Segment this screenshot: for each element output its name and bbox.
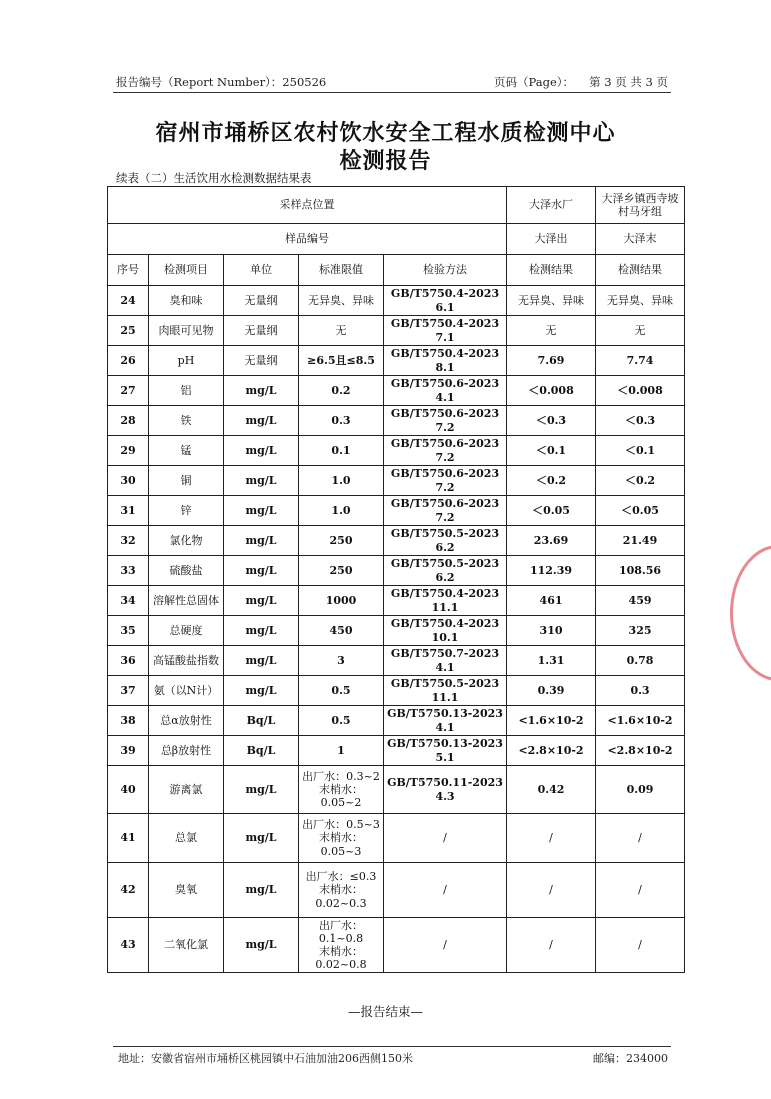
row-item: 二氧化氯 (149, 918, 224, 973)
row-unit: mg/L (224, 556, 299, 586)
table-row (108, 496, 685, 526)
limit-line: 末梢水： (319, 883, 363, 897)
row-no: 39 (108, 736, 149, 766)
row-no: 29 (108, 436, 149, 466)
row-item: 高锰酸盐指数 (149, 646, 224, 676)
row-method: GB/T5750.5-2023 6.2 (384, 556, 507, 586)
table-row (108, 863, 685, 918)
col-unit: 单位 (224, 255, 299, 286)
table-row (108, 286, 685, 316)
row-no: 25 (108, 316, 149, 346)
row-item: 肉眼可见物 (149, 316, 224, 346)
col-limit: 标准限值 (299, 255, 384, 286)
footer-divider (113, 1046, 671, 1047)
official-seal (730, 545, 771, 681)
col-result2: 检测结果 (596, 255, 685, 286)
row-result2: 325 (596, 616, 685, 646)
limit-line: 末梢水：0.05~3 (319, 831, 363, 858)
row-method: / (384, 814, 507, 863)
table-row (108, 616, 685, 646)
row-unit: mg/L (224, 766, 299, 814)
table-row (108, 736, 685, 766)
row-result1: 0.42 (507, 766, 596, 814)
row-no: 31 (108, 496, 149, 526)
table-row (108, 814, 685, 863)
address: 地址：安徽省宿州市埇桥区桃园镇中石油加油206西侧150米 (118, 1052, 413, 1065)
row-unit: mg/L (224, 376, 299, 406)
sample-no-label: 样品编号 (108, 224, 507, 255)
row-no: 40 (108, 766, 149, 814)
report-title: 检测报告 (339, 148, 432, 174)
row-limit: 0.5 (299, 676, 384, 706)
row-unit: mg/L (224, 676, 299, 706)
limit-line: 出厂水：0.1~0.8 (318, 918, 364, 945)
row-unit: mg/L (224, 586, 299, 616)
col-no: 序号 (108, 255, 149, 286)
row-result2: ＜0.008 (596, 376, 685, 406)
row-unit: mg/L (224, 918, 299, 973)
limit-line: 出厂水：0.3~2 (302, 769, 380, 783)
report-end: —报告结束— (347, 1004, 423, 1019)
table-row (108, 586, 685, 616)
row-no: 32 (108, 526, 149, 556)
row-no: 41 (108, 814, 149, 863)
row-limit (299, 766, 384, 814)
row-limit: 250 (299, 556, 384, 586)
sample2: 大泽末 (596, 224, 685, 255)
page-header (116, 74, 668, 92)
row-result2: 21.49 (596, 526, 685, 556)
table-row (108, 346, 685, 376)
row-method: GB/T5750.6-2023 4.1 (384, 376, 507, 406)
row-no: 36 (108, 646, 149, 676)
row-result1: 1.31 (507, 646, 596, 676)
row-item: 臭和味 (149, 286, 224, 316)
row-unit: mg/L (224, 496, 299, 526)
row-item: 锌 (149, 496, 224, 526)
row-result1: ＜0.05 (507, 496, 596, 526)
page-footer (118, 1050, 668, 1066)
row-item: 总硬度 (149, 616, 224, 646)
table-row (108, 526, 685, 556)
row-unit: 无量纲 (224, 346, 299, 376)
row-result1: ＜0.3 (507, 406, 596, 436)
row-item: 铜 (149, 466, 224, 496)
row-item: 溶解性总固体 (149, 586, 224, 616)
row-result1: 461 (507, 586, 596, 616)
row-method: GB/T5750.4-2023 10.1 (384, 616, 507, 646)
row-result1: <1.6×10-2 (507, 706, 596, 736)
row-limit (299, 814, 384, 863)
row-item: 总氯 (149, 814, 224, 863)
row-limit (299, 863, 384, 918)
row-result2: 0.3 (596, 676, 685, 706)
col-method: 检验方法 (384, 255, 507, 286)
table-row (108, 376, 685, 406)
table-row (108, 918, 685, 973)
row-limit: 0.5 (299, 706, 384, 736)
header-row-sample-no (108, 224, 685, 255)
row-result2: 0.09 (596, 766, 685, 814)
row-no: 30 (108, 466, 149, 496)
table-row (108, 466, 685, 496)
row-limit: 1.0 (299, 466, 384, 496)
row-no: 33 (108, 556, 149, 586)
row-result2: / (596, 814, 685, 863)
limit-line: 出厂水：≤0.3 (305, 870, 377, 884)
row-result2: <1.6×10-2 (596, 706, 685, 736)
row-item: 铝 (149, 376, 224, 406)
row-result1: ＜0.008 (507, 376, 596, 406)
row-unit: 无量纲 (224, 316, 299, 346)
row-method: GB/T5750.6-2023 7.2 (384, 406, 507, 436)
row-limit: 无异臭、异味 (299, 286, 384, 316)
row-limit: 3 (299, 646, 384, 676)
row-item: pH (149, 346, 224, 376)
row-result2: 459 (596, 586, 685, 616)
table-row (108, 316, 685, 346)
row-method: GB/T5750.6-2023 7.2 (384, 436, 507, 466)
header-row-columns (108, 255, 685, 286)
limit-line: 出厂水：0.5~3 (302, 818, 380, 832)
row-no: 42 (108, 863, 149, 918)
row-no: 34 (108, 586, 149, 616)
row-limit: 1000 (299, 586, 384, 616)
table-row (108, 646, 685, 676)
row-limit: 0.2 (299, 376, 384, 406)
row-result2: 无异臭、异味 (596, 286, 685, 316)
site2: 大泽乡镇西寺坡村马牙组 (596, 187, 685, 224)
sampling-label: 采样点位置 (108, 187, 507, 224)
row-unit: mg/L (224, 863, 299, 918)
limit-line: 末梢水： (319, 945, 363, 958)
table-row (108, 766, 685, 814)
row-unit: mg/L (224, 814, 299, 863)
report-number: 报告编号（Report Number）：250526 (116, 75, 327, 89)
row-result1: <2.8×10-2 (507, 736, 596, 766)
row-item: 游离氯 (149, 766, 224, 814)
row-method: GB/T5750.6-2023 7.2 (384, 466, 507, 496)
row-result1: 0.39 (507, 676, 596, 706)
row-no: 35 (108, 616, 149, 646)
institution-title: 宿州市埇桥区农村饮水安全工程水质检测中心 (155, 120, 616, 146)
row-method: GB/T5750.5-2023 11.1 (384, 676, 507, 706)
row-unit: mg/L (224, 646, 299, 676)
limit-line: 0.02~0.8 (315, 958, 367, 972)
row-method: GB/T5750.4-2023 7.1 (384, 316, 507, 346)
row-method: GB/T5750.7-2023 4.1 (384, 646, 507, 676)
row-no: 38 (108, 706, 149, 736)
row-item: 总β放射性 (149, 736, 224, 766)
row-limit (299, 918, 384, 973)
row-method: GB/T5750.6-2023 7.2 (384, 496, 507, 526)
row-item: 氯化物 (149, 526, 224, 556)
row-limit: 0.1 (299, 436, 384, 466)
row-no: 27 (108, 376, 149, 406)
row-limit: 无 (299, 316, 384, 346)
row-unit: Bq/L (224, 706, 299, 736)
row-unit: mg/L (224, 526, 299, 556)
row-no: 26 (108, 346, 149, 376)
row-item: 臭氧 (149, 863, 224, 918)
row-unit: mg/L (224, 406, 299, 436)
results-table (107, 186, 685, 973)
row-result1: 310 (507, 616, 596, 646)
row-limit: 1.0 (299, 496, 384, 526)
row-limit: 0.3 (299, 406, 384, 436)
row-result1: ＜0.1 (507, 436, 596, 466)
row-method: / (384, 863, 507, 918)
limit-line: 0.02~0.3 (315, 896, 367, 910)
row-item: 总α放射性 (149, 706, 224, 736)
row-no: 37 (108, 676, 149, 706)
row-result1: 7.69 (507, 346, 596, 376)
row-unit: mg/L (224, 436, 299, 466)
row-result2: 7.74 (596, 346, 685, 376)
row-item: 氨（以N计） (149, 676, 224, 706)
row-result1: ＜0.2 (507, 466, 596, 496)
row-result2: 108.56 (596, 556, 685, 586)
table-row (108, 436, 685, 466)
header-divider (113, 92, 671, 93)
row-limit: 250 (299, 526, 384, 556)
row-method: GB/T5750.4-2023 11.1 (384, 586, 507, 616)
row-method: GB/T5750.13-2023 4.1 (384, 706, 507, 736)
row-method: GB/T5750.13-2023 5.1 (384, 736, 507, 766)
row-no: 43 (108, 918, 149, 973)
header-row-sampling (108, 187, 685, 224)
site1: 大泽水厂 (507, 187, 596, 224)
row-result2: ＜0.05 (596, 496, 685, 526)
row-result1: / (507, 918, 596, 973)
row-limit: ≥6.5且≤8.5 (299, 346, 384, 376)
row-method: GB/T5750.4-2023 6.1 (384, 286, 507, 316)
row-result2: ＜0.1 (596, 436, 685, 466)
row-result1: 23.69 (507, 526, 596, 556)
sample1: 大泽出 (507, 224, 596, 255)
row-no: 24 (108, 286, 149, 316)
row-unit: Bq/L (224, 736, 299, 766)
row-result2: / (596, 863, 685, 918)
table-caption: 续表（二）生活饮用水检测数据结果表 (116, 171, 312, 185)
row-item: 硫酸盐 (149, 556, 224, 586)
row-result1: 无 (507, 316, 596, 346)
row-result2: ＜0.2 (596, 466, 685, 496)
row-limit: 450 (299, 616, 384, 646)
row-unit: 无量纲 (224, 286, 299, 316)
page-label: 页码（Page）： (494, 75, 574, 89)
zip-code: 邮编：234000 (593, 1052, 668, 1065)
row-item: 锰 (149, 436, 224, 466)
table-row (108, 676, 685, 706)
table-row (108, 706, 685, 736)
row-result2: / (596, 918, 685, 973)
table-row (108, 406, 685, 436)
row-unit: mg/L (224, 466, 299, 496)
row-result1: / (507, 863, 596, 918)
row-item: 铁 (149, 406, 224, 436)
row-result1: 112.39 (507, 556, 596, 586)
page-number: 第 3 页 共 3 页 (589, 75, 668, 89)
row-result2: 0.78 (596, 646, 685, 676)
row-result1: / (507, 814, 596, 863)
row-no: 28 (108, 406, 149, 436)
row-method: GB/T5750.11-2023 4.3 (384, 766, 507, 814)
row-result1: 无异臭、异味 (507, 286, 596, 316)
row-result2: 无 (596, 316, 685, 346)
col-result1: 检测结果 (507, 255, 596, 286)
col-item: 检测项目 (149, 255, 224, 286)
row-method: GB/T5750.5-2023 6.2 (384, 526, 507, 556)
row-method: / (384, 918, 507, 973)
row-result2: ＜0.3 (596, 406, 685, 436)
table-row (108, 556, 685, 586)
row-result2: <2.8×10-2 (596, 736, 685, 766)
row-limit: 1 (299, 736, 384, 766)
row-unit: mg/L (224, 616, 299, 646)
limit-line: 末梢水：0.05~2 (319, 782, 363, 810)
row-method: GB/T5750.4-2023 8.1 (384, 346, 507, 376)
